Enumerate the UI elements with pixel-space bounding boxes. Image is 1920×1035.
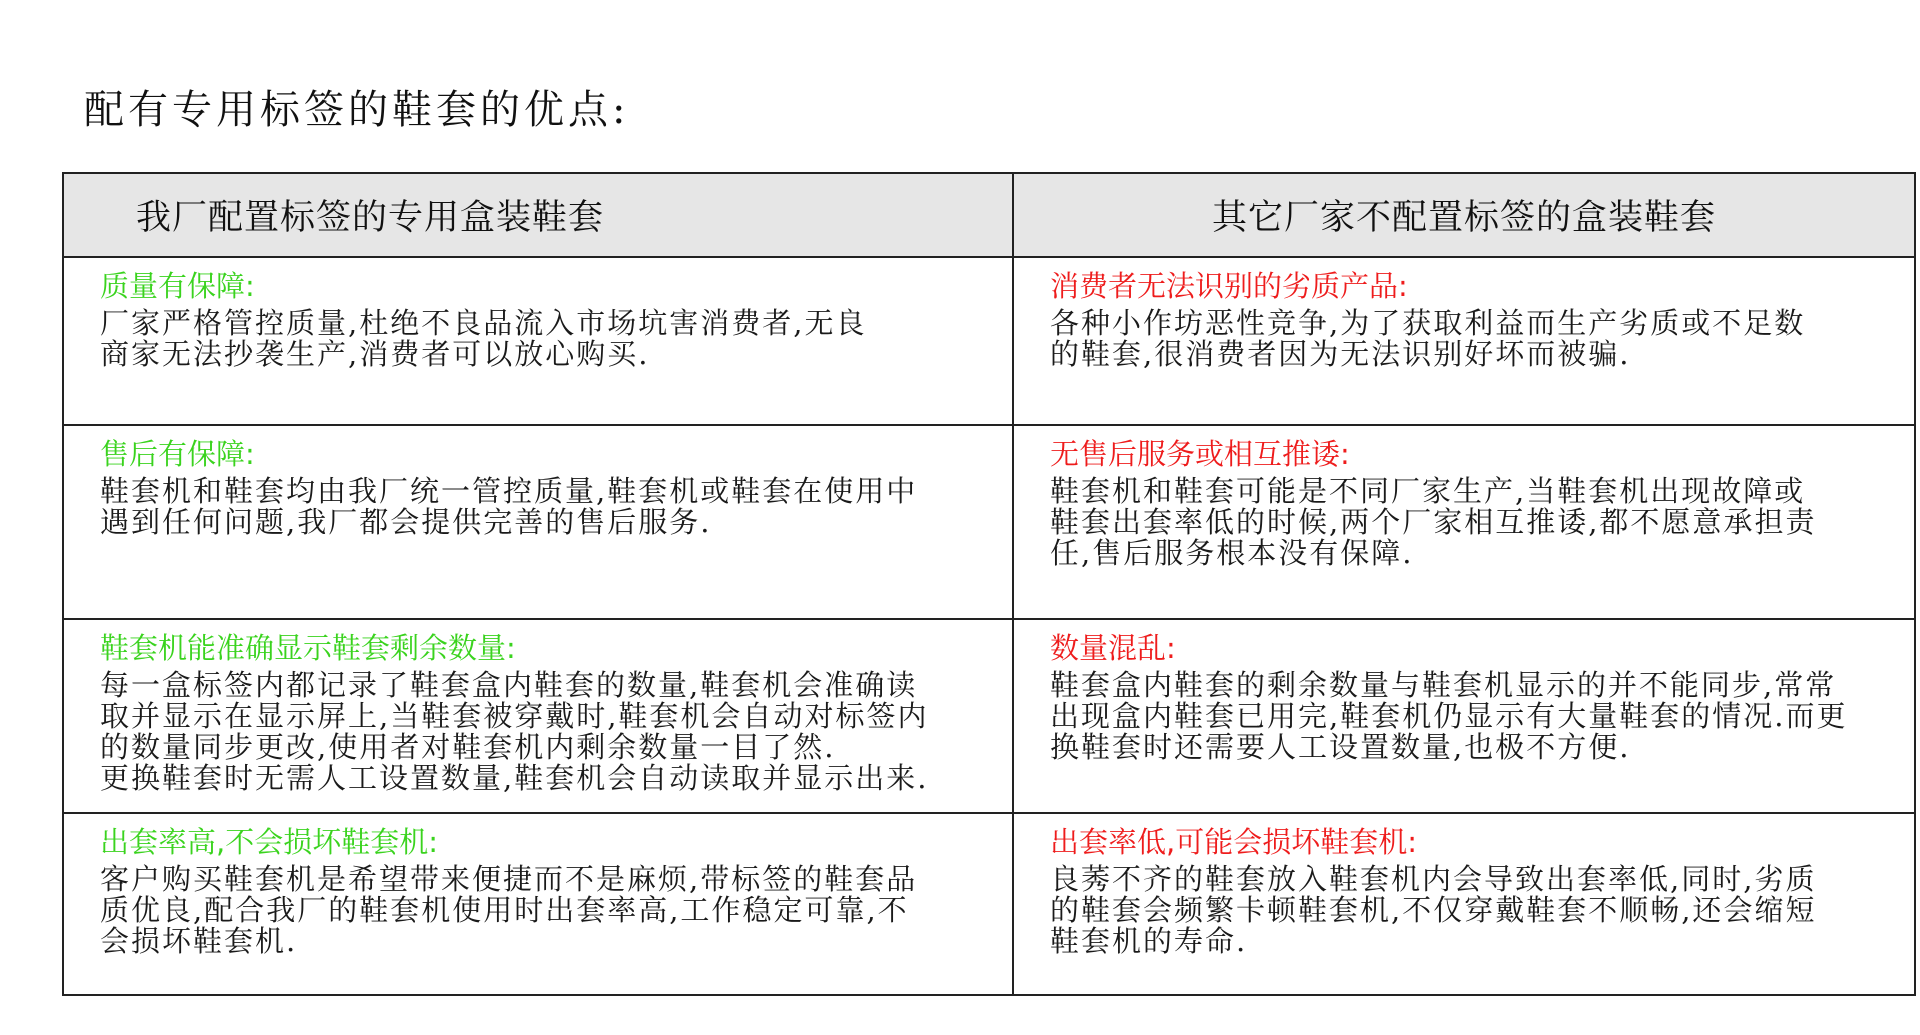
text-line: 质优良,配合我厂的鞋套机使用时出套率高,工作稳定可靠,不 <box>100 893 909 927</box>
text-line: 客户购买鞋套机是希望带来便捷而不是麻烦,带标签的鞋套品 <box>100 862 918 896</box>
text-line: 换鞋套时还需要人工设置数量,也极不方便. <box>1050 730 1631 764</box>
advantage-heading: 鞋套机能准确显示鞋套剩余数量: <box>100 631 516 665</box>
table-header-row <box>63 173 1915 257</box>
own-product-cell <box>63 619 1013 813</box>
text-line: 厂家严格管控质量,杜绝不良品流入市场坑害消费者,无良 <box>100 306 867 340</box>
header-own-product: 我厂配置标签的专用盒装鞋套 <box>63 173 1013 257</box>
advantage-heading: 质量有保障: <box>100 269 255 303</box>
text-line: 鞋套机的寿命. <box>1050 924 1248 958</box>
other-product-cell <box>1013 257 1915 425</box>
own-product-cell <box>63 425 1013 619</box>
advantage-text <box>100 476 992 538</box>
text-line: 的鞋套会频繁卡顿鞋套机,不仅穿戴鞋套不顺畅,还会缩短 <box>1050 893 1817 927</box>
text-line: 取并显示在显示屏上,当鞋套被穿戴时,鞋套机会自动对标签内 <box>100 699 929 733</box>
advantage-heading: 售后有保障: <box>100 437 255 471</box>
table-row <box>63 257 1915 425</box>
advantage-heading: 出套率高,不会损坏鞋套机: <box>100 825 438 859</box>
text-line: 的鞋套,很消费者因为无法识别好坏而被骗. <box>1050 337 1631 371</box>
text-line: 鞋套盒内鞋套的剩余数量与鞋套机显示的并不能同步,常常 <box>1050 668 1837 702</box>
page-title: 配有专用标签的鞋套的优点: <box>84 87 630 133</box>
drawback-heading: 消费者无法识别的劣质产品: <box>1050 269 1408 303</box>
other-product-cell <box>1013 425 1915 619</box>
drawback-text <box>1050 476 1894 569</box>
table-row <box>63 813 1915 995</box>
text-line: 遇到任何问题,我厂都会提供完善的售后服务. <box>100 505 712 539</box>
text-line: 任,售后服务根本没有保障. <box>1050 536 1414 570</box>
text-line: 各种小作坊恶性竞争,为了获取利益而生产劣质或不足数 <box>1050 306 1806 340</box>
text-line: 每一盒标签内都记录了鞋套盒内鞋套的数量,鞋套机会准确读 <box>100 668 918 702</box>
advantage-text <box>100 864 992 957</box>
text-line: 更换鞋套时无需人工设置数量,鞋套机会自动读取并显示出来. <box>100 761 929 795</box>
text-line: 鞋套机和鞋套均由我厂统一管控质量,鞋套机或鞋套在使用中 <box>100 474 918 508</box>
own-product-cell <box>63 257 1013 425</box>
text-line: 会损坏鞋套机. <box>100 924 298 958</box>
drawback-text <box>1050 308 1894 370</box>
other-product-cell <box>1013 619 1915 813</box>
text-line: 商家无法抄袭生产,消费者可以放心购买. <box>100 337 650 371</box>
other-product-cell <box>1013 813 1915 995</box>
drawback-heading: 无售后服务或相互推诿: <box>1050 437 1350 471</box>
text-line: 鞋套机和鞋套可能是不同厂家生产,当鞋套机出现故障或 <box>1050 474 1806 508</box>
comparison-table <box>62 172 1916 996</box>
advantage-text <box>100 670 992 794</box>
header-other-product: 其它厂家不配置标签的盒装鞋套 <box>1013 173 1915 257</box>
text-line: 鞋套出套率低的时候,两个厂家相互推诿,都不愿意承担责 <box>1050 505 1817 539</box>
advantage-text <box>100 308 992 370</box>
own-product-cell <box>63 813 1013 995</box>
text-line: 良莠不齐的鞋套放入鞋套机内会导致出套率低,同时,劣质 <box>1050 862 1817 896</box>
table-row <box>63 425 1915 619</box>
drawback-text <box>1050 670 1894 763</box>
drawback-text <box>1050 864 1894 957</box>
text-line: 出现盒内鞋套已用完,鞋套机仍显示有大量鞋套的情况.而更 <box>1050 699 1848 733</box>
table-row <box>63 619 1915 813</box>
drawback-heading: 数量混乱: <box>1050 631 1176 665</box>
drawback-heading: 出套率低,可能会损坏鞋套机: <box>1050 825 1417 859</box>
text-line: 的数量同步更改,使用者对鞋套机内剩余数量一目了然. <box>100 730 836 764</box>
